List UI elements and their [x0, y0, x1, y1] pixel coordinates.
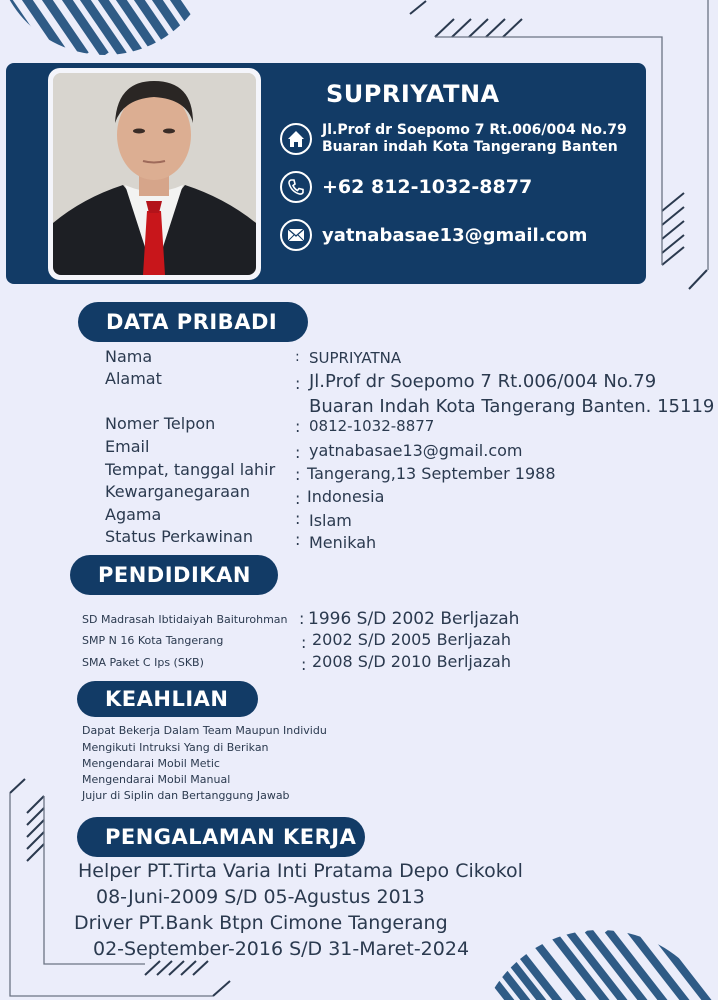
section-title-data-pribadi [78, 302, 308, 342]
skill-item: Mengendarai Mobil Manual [82, 773, 231, 786]
section-title-text: PENDIDIKAN [98, 563, 251, 587]
field-label: Nomer Telpon [105, 414, 216, 433]
separator: : [299, 609, 305, 628]
header-address [280, 122, 627, 156]
field-value: Menikah [309, 533, 377, 552]
profile-photo-frame [48, 68, 261, 280]
skill-item: Mengikuti Intruksi Yang di Berikan [82, 741, 269, 754]
field-label: Alamat [105, 369, 162, 388]
section-title-keahlian [77, 681, 258, 717]
separator: : [295, 349, 300, 365]
separator: : [295, 443, 301, 462]
field-label: Tempat, tanggal lahir [105, 460, 276, 479]
section-title-text: KEAHLIAN [105, 687, 229, 711]
header-address-line1: Jl.Prof dr Soepomo 7 Rt.006/004 No.79 [322, 122, 627, 138]
job-period: 08-Juni-2009 S/D 05-Agustus 2013 [96, 886, 425, 908]
header-name: SUPRIYATNA [326, 80, 500, 108]
home-icon [280, 123, 312, 155]
separator: : [295, 417, 301, 436]
field-value: yatnabasae13@gmail.com [309, 441, 523, 460]
field-label: Agama [105, 505, 162, 524]
field-value: Islam [309, 511, 352, 530]
separator: : [295, 465, 301, 484]
education-period: 2008 S/D 2010 Berljazah [312, 652, 511, 671]
separator: : [301, 655, 307, 674]
envelope-icon [280, 219, 312, 251]
section-title-pengalaman-kerja [77, 817, 365, 857]
profile-photo [53, 73, 256, 275]
field-value: 0812-1032-8877 [309, 417, 435, 435]
header-phone [280, 171, 532, 203]
striped-semicircle-bottom-right-decoration [480, 930, 718, 1000]
job-position: Driver PT.Bank Btpn Cimone Tangerang [74, 912, 448, 934]
field-value: Jl.Prof dr Soepomo 7 Rt.006/004 No.79 [309, 371, 657, 392]
field-label: Email [105, 437, 150, 456]
school-name: SMA Paket C Ips (SKB) [82, 656, 204, 669]
field-label: Status Perkawinan [105, 527, 253, 546]
striped-semicircle-top-left-decoration [0, 0, 220, 60]
skill-item: Dapat Bekerja Dalam Team Maupun Individu [82, 724, 327, 737]
header-phone-text: +62 812-1032-8877 [322, 176, 533, 198]
education-period: 1996 S/D 2002 Berljazah [308, 609, 520, 629]
job-position: Helper PT.Tirta Varia Inti Pratama Depo Cikokol [78, 860, 523, 882]
field-value: Tangerang,13 September 1988 [307, 464, 556, 483]
school-name: SMP N 16 Kota Tangerang [82, 634, 224, 647]
separator: : [295, 530, 301, 549]
job-period: 02-September-2016 S/D 31-Maret-2024 [93, 938, 470, 960]
school-name: SD Madrasah Ibtidaiyah Baiturohman [82, 613, 288, 626]
field-label: Kewarganegaraan [105, 482, 250, 501]
header-address-line2: Buaran indah Kota Tangerang Banten [322, 139, 618, 155]
skill-item: Jujur di Siplin dan Bertanggung Jawab [82, 789, 290, 802]
section-title-text: DATA PRIBADI [106, 310, 278, 334]
separator: : [295, 374, 301, 393]
field-value: SUPRIYATNA [309, 349, 402, 367]
person-portrait-icon [53, 73, 256, 275]
field-label: Nama [105, 347, 153, 366]
header-email-text: yatnabasae13@gmail.com [322, 224, 588, 246]
separator: : [295, 489, 301, 508]
education-period: 2002 S/D 2005 Berljazah [312, 630, 511, 649]
separator: : [295, 509, 301, 528]
phone-icon [280, 171, 312, 203]
skill-item: Mengendarai Mobil Metic [82, 757, 220, 770]
separator: : [301, 633, 307, 652]
section-title-text: PENGALAMAN KERJA [105, 825, 357, 849]
field-value: Indonesia [307, 487, 385, 506]
field-value-line2: Buaran Indah Kota Tangerang Banten. 15119 [309, 396, 715, 417]
header-email [280, 219, 587, 251]
section-title-pendidikan [70, 555, 278, 595]
